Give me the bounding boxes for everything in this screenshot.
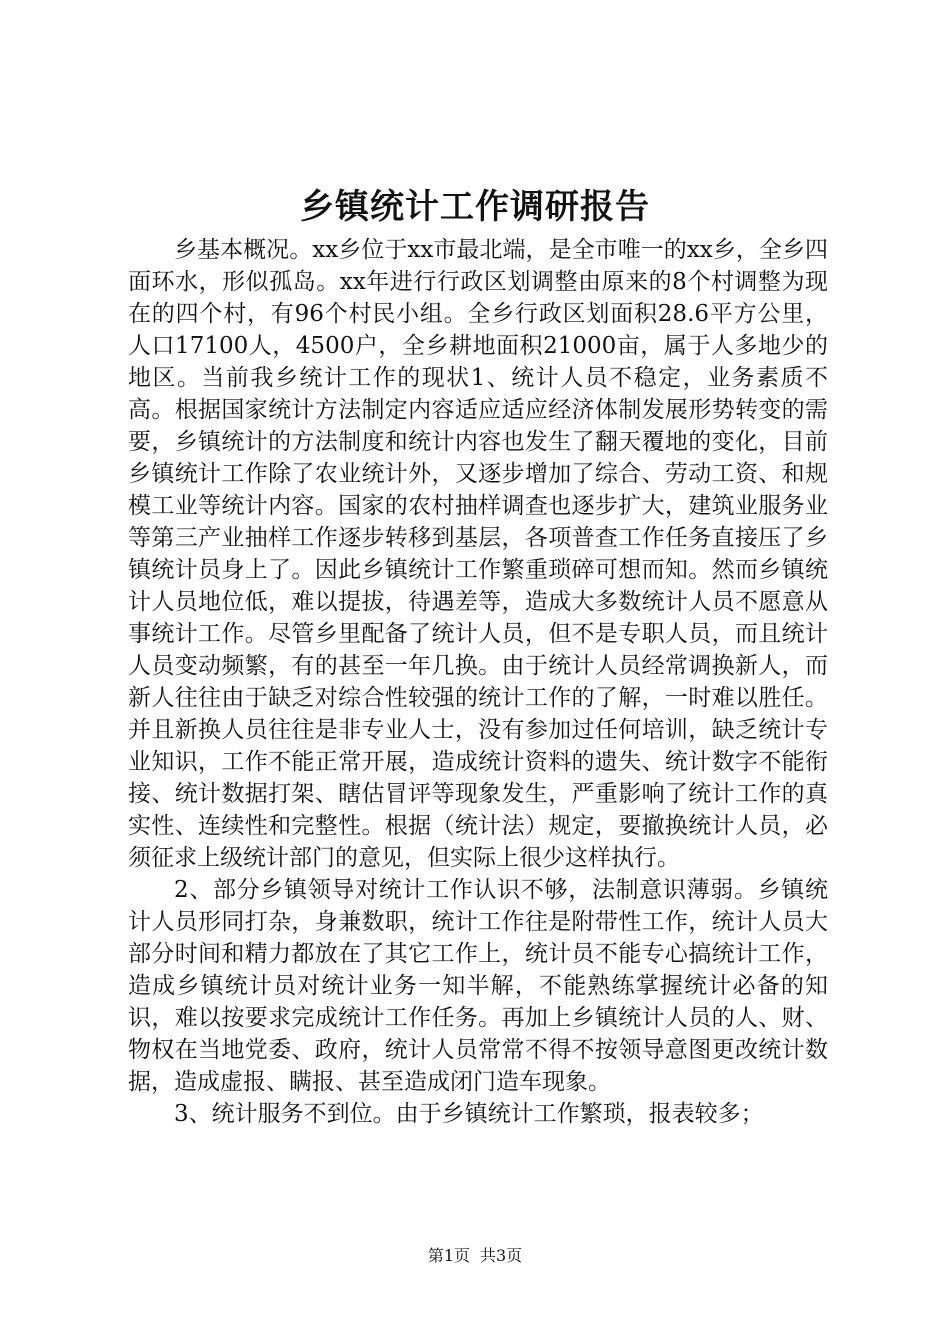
document-title: 乡镇统计工作调研报告 bbox=[300, 187, 650, 227]
document-body bbox=[128, 234, 828, 1130]
paragraph-1: 乡基本概况。xx乡位于xx市最北端，是全市唯一的xx乡，全乡四面环水，形似孤岛。xx年进行行政区划调整由原来的8个村调整为现在的四个村，有96个村民小组。全乡行政区划面积28.6平方公里，人口17100人，4500户，全乡耕地面积21000亩，属于人多地少的地区。当前我乡统计工作的现状1、统计人员不稳定，业务素质不高。根据国家统计方法制定内容适应适应经济体制发展形势转变的需要，乡镇统计的方法制度和统计内容也发生了翻天覆地的变化，目前乡镇统计工作除了农业统计外，又逐步增加了综合、劳动工资、和规模工业等统计内容。国家的农村抽样调查也逐步扩大，建筑业服务业等第三产业抽样工作逐步转移到基层，各项普查工作任务直接压了乡镇统计员身上了。因此乡镇统计工作繁重琐碎可想而知。然而乡镇统计人员地位低，难以提拔，待遇差等，造成大多数统计人员不愿意从事统计工作。尽管乡里配备了统计人员，但不是专职人员，而且统计人员变动频繁，有的甚至一年几换。由于统计人员经常调换新人，而新人往往由于缺乏对综合性较强的统计工作的了解，一时难以胜任。并且新换人员往往是非专业人士，没有参加过任何培训，缺乏统计专业知识，工作不能正常开展，造成统计资料的遗失、统计数字不能衔接、统计数据打架、瞎估冒评等现象发生，严重影响了统计工作的真实性、连续性和完整性。根据（统计法）规定，要撤换统计人员，必须征求上级统计部门的意见，但实际上很少这样执行。 bbox=[128, 237, 828, 871]
paragraph-3: 3、统计服务不到位。由于乡镇统计工作繁琐，报表较多； bbox=[174, 1101, 764, 1127]
paragraph-2: 2、部分乡镇领导对统计工作认识不够，法制意识薄弱。乡镇统计人员形同打杂，身兼数职，统计工作往是附带性工作，统计人员大部分时间和精力都放在了其它工作上，统计员不能专心搞统计工作，造成乡镇统计员对统计业务一知半解，不能熟练掌握统计必备的知识，难以按要求完成统计工作任务。再加上乡镇统计人员的人、财、物权在当地党委、政府，统计人员常常不得不按领导意图更改统计数据，造成虚报、瞒报、甚至造成闭门造车现象。 bbox=[128, 877, 828, 1095]
page-number: 第1页 bbox=[427, 1246, 470, 1265]
page-footer bbox=[0, 1244, 950, 1268]
page-total: 共3页 bbox=[480, 1246, 523, 1265]
